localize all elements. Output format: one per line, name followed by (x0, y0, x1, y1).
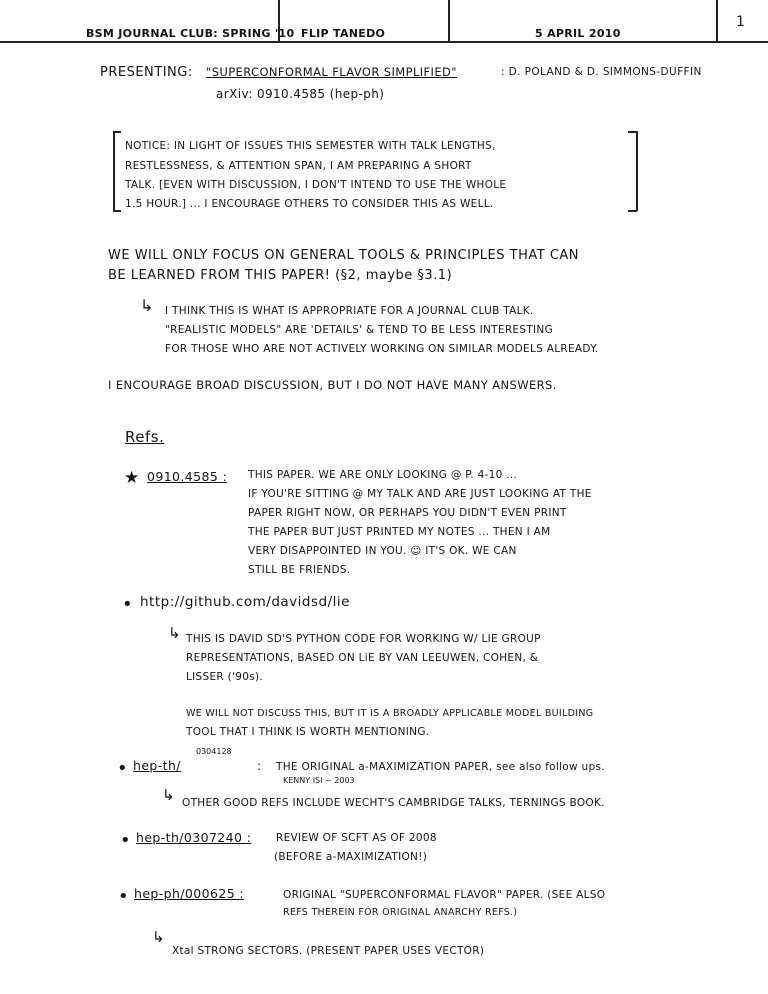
presenting-label: PRESENTING: (100, 65, 193, 80)
notice-bracket-right (628, 210, 637, 212)
hook-arrow-icon: ↳ (152, 928, 166, 946)
ref-line: WE WILL NOT DISCUSS THIS, BUT IT IS A BROADLY APPLICABLE MODEL BUILDING (186, 708, 594, 719)
presenter-name: FLIP TANEDO (301, 27, 386, 40)
ref-key: hep-th/0307240 : (136, 830, 252, 845)
notice-bracket-left (113, 131, 115, 211)
ref-line: PAPER RIGHT NOW, OR PERHAPS YOU DIDN'T EVEN PRINT (248, 507, 567, 519)
ref-key: hep-th/ (133, 758, 181, 773)
bullet-icon: • (118, 886, 129, 907)
ref-note: KENNY ISI ~ 2003 (283, 776, 355, 785)
ref-key: hep-ph/000625 : (134, 886, 245, 901)
ref-line: ORIGINAL "SUPERCONFORMAL FLAVOR" PAPER. (SEE ALSO (283, 889, 606, 901)
ref-sub-line: OTHER GOOD REFS INCLUDE WECHT'S CAMBRIDGE TALKS, TERNINGS BOOK. (182, 797, 605, 809)
ref-line: VERY DISAPPOINTED IN YOU. ☺ IT'S OK. WE CAN (248, 545, 517, 557)
hook-arrow-icon: ↳ (140, 296, 154, 315)
hook-arrow-icon: ↳ (168, 624, 182, 642)
header-divider (448, 0, 450, 42)
paper-authors: : D. POLAND & D. SIMMONS-DUFFIN (501, 66, 702, 78)
ref-line: REVIEW OF SCFT AS OF 2008 (276, 832, 437, 844)
hook-arrow-icon: ↳ (162, 786, 176, 804)
ref-line: TOOL THAT I THINK IS WORTH MENTIONING. (186, 726, 430, 738)
header-line (0, 41, 768, 43)
focus-sub-line: FOR THOSE WHO ARE NOT ACTIVELY WORKING ON SIMILAR MODELS ALREADY. (165, 343, 599, 355)
refs-heading: Refs. (125, 428, 165, 446)
ref-line: LISSER ('90s). (186, 671, 263, 683)
date: 5 APRIL 2010 (535, 27, 621, 40)
ref-line: REPRESENTATIONS, BASED ON LiE BY VAN LEEUWEN, COHEN, & (186, 652, 539, 664)
focus-line: BE LEARNED FROM THIS PAPER! (§2, maybe §3.1) (108, 268, 453, 283)
bullet-icon: • (122, 594, 133, 615)
notice-line: 1.5 HOUR.] ... I ENCOURAGE OTHERS TO CONSIDER THIS AS WELL. (125, 198, 494, 210)
notice-bracket-right (636, 131, 638, 211)
ref-key: 0910.4585 : (147, 469, 228, 484)
paper-title: "SUPERCONFORMAL FLAVOR SIMPLIFIED" (206, 65, 457, 79)
ref-line: (BEFORE a-MAXIMIZATION!) (274, 851, 428, 863)
ref-line: IF YOU'RE SITTING @ MY TALK AND ARE JUST LOOKING AT THE (248, 488, 592, 500)
ref-line: THIS PAPER. WE ARE ONLY LOOKING @ P. 4-10 ... (248, 469, 518, 481)
ref-link[interactable]: http://github.com/davidsd/lie (140, 594, 350, 610)
discussion-line: I ENCOURAGE BROAD DISCUSSION, BUT I DO NOT HAVE MANY ANSWERS. (108, 378, 557, 392)
ref-line: THE PAPER BUT JUST PRINTED MY NOTES ... THEN I AM (248, 526, 551, 538)
focus-sub-line: I THINK THIS IS WHAT IS APPROPRIATE FOR A JOURNAL CLUB TALK. (165, 305, 534, 317)
bullet-icon: • (120, 830, 131, 851)
page-number: 1 (736, 14, 746, 30)
focus-sub-line: "REALISTIC MODELS" ARE 'DETAILS' & TEND TO BE LESS INTERESTING (165, 324, 554, 336)
ref-key-superscript: 0304128 (196, 747, 232, 756)
header-divider (716, 0, 718, 42)
notice-bracket-left (113, 210, 121, 212)
ref-sub-line: Xtal STRONG SECTORS. (PRESENT PAPER USES VECTOR) (172, 945, 485, 957)
notice-line: RESTLESSNESS, & ATTENTION SPAN, I AM PREPARING A SHORT (125, 160, 472, 172)
ref-line: THE ORIGINAL a-MAXIMIZATION PAPER, see also follow ups. (276, 761, 605, 773)
ref-line: THIS IS DAVID SD'S PYTHON CODE FOR WORKING W/ LIE GROUP (186, 633, 541, 645)
notice-bracket-right (628, 131, 637, 133)
ref-line: REFS THEREIN FOR ORIGINAL ANARCHY REFS.) (283, 907, 518, 918)
focus-line: WE WILL ONLY FOCUS ON GENERAL TOOLS & PRINCIPLES THAT CAN (108, 248, 580, 263)
bullet-icon: • (117, 758, 128, 779)
notice-line: TALK. [EVEN WITH DISCUSSION, I DON'T INTEND TO USE THE WHOLE (125, 179, 507, 191)
arxiv-id: arXiv: 0910.4585 (hep-ph) (216, 87, 385, 101)
course-title: BSM JOURNAL CLUB: SPRING '10 (86, 27, 295, 40)
ref-separator: : (257, 758, 262, 773)
star-icon: ★ (124, 468, 140, 488)
ref-line: STILL BE FRIENDS. (248, 564, 351, 576)
notice-line: NOTICE: IN LIGHT OF ISSUES THIS SEMESTER WITH TALK LENGTHS, (125, 140, 496, 152)
notice-bracket-left (113, 131, 121, 133)
